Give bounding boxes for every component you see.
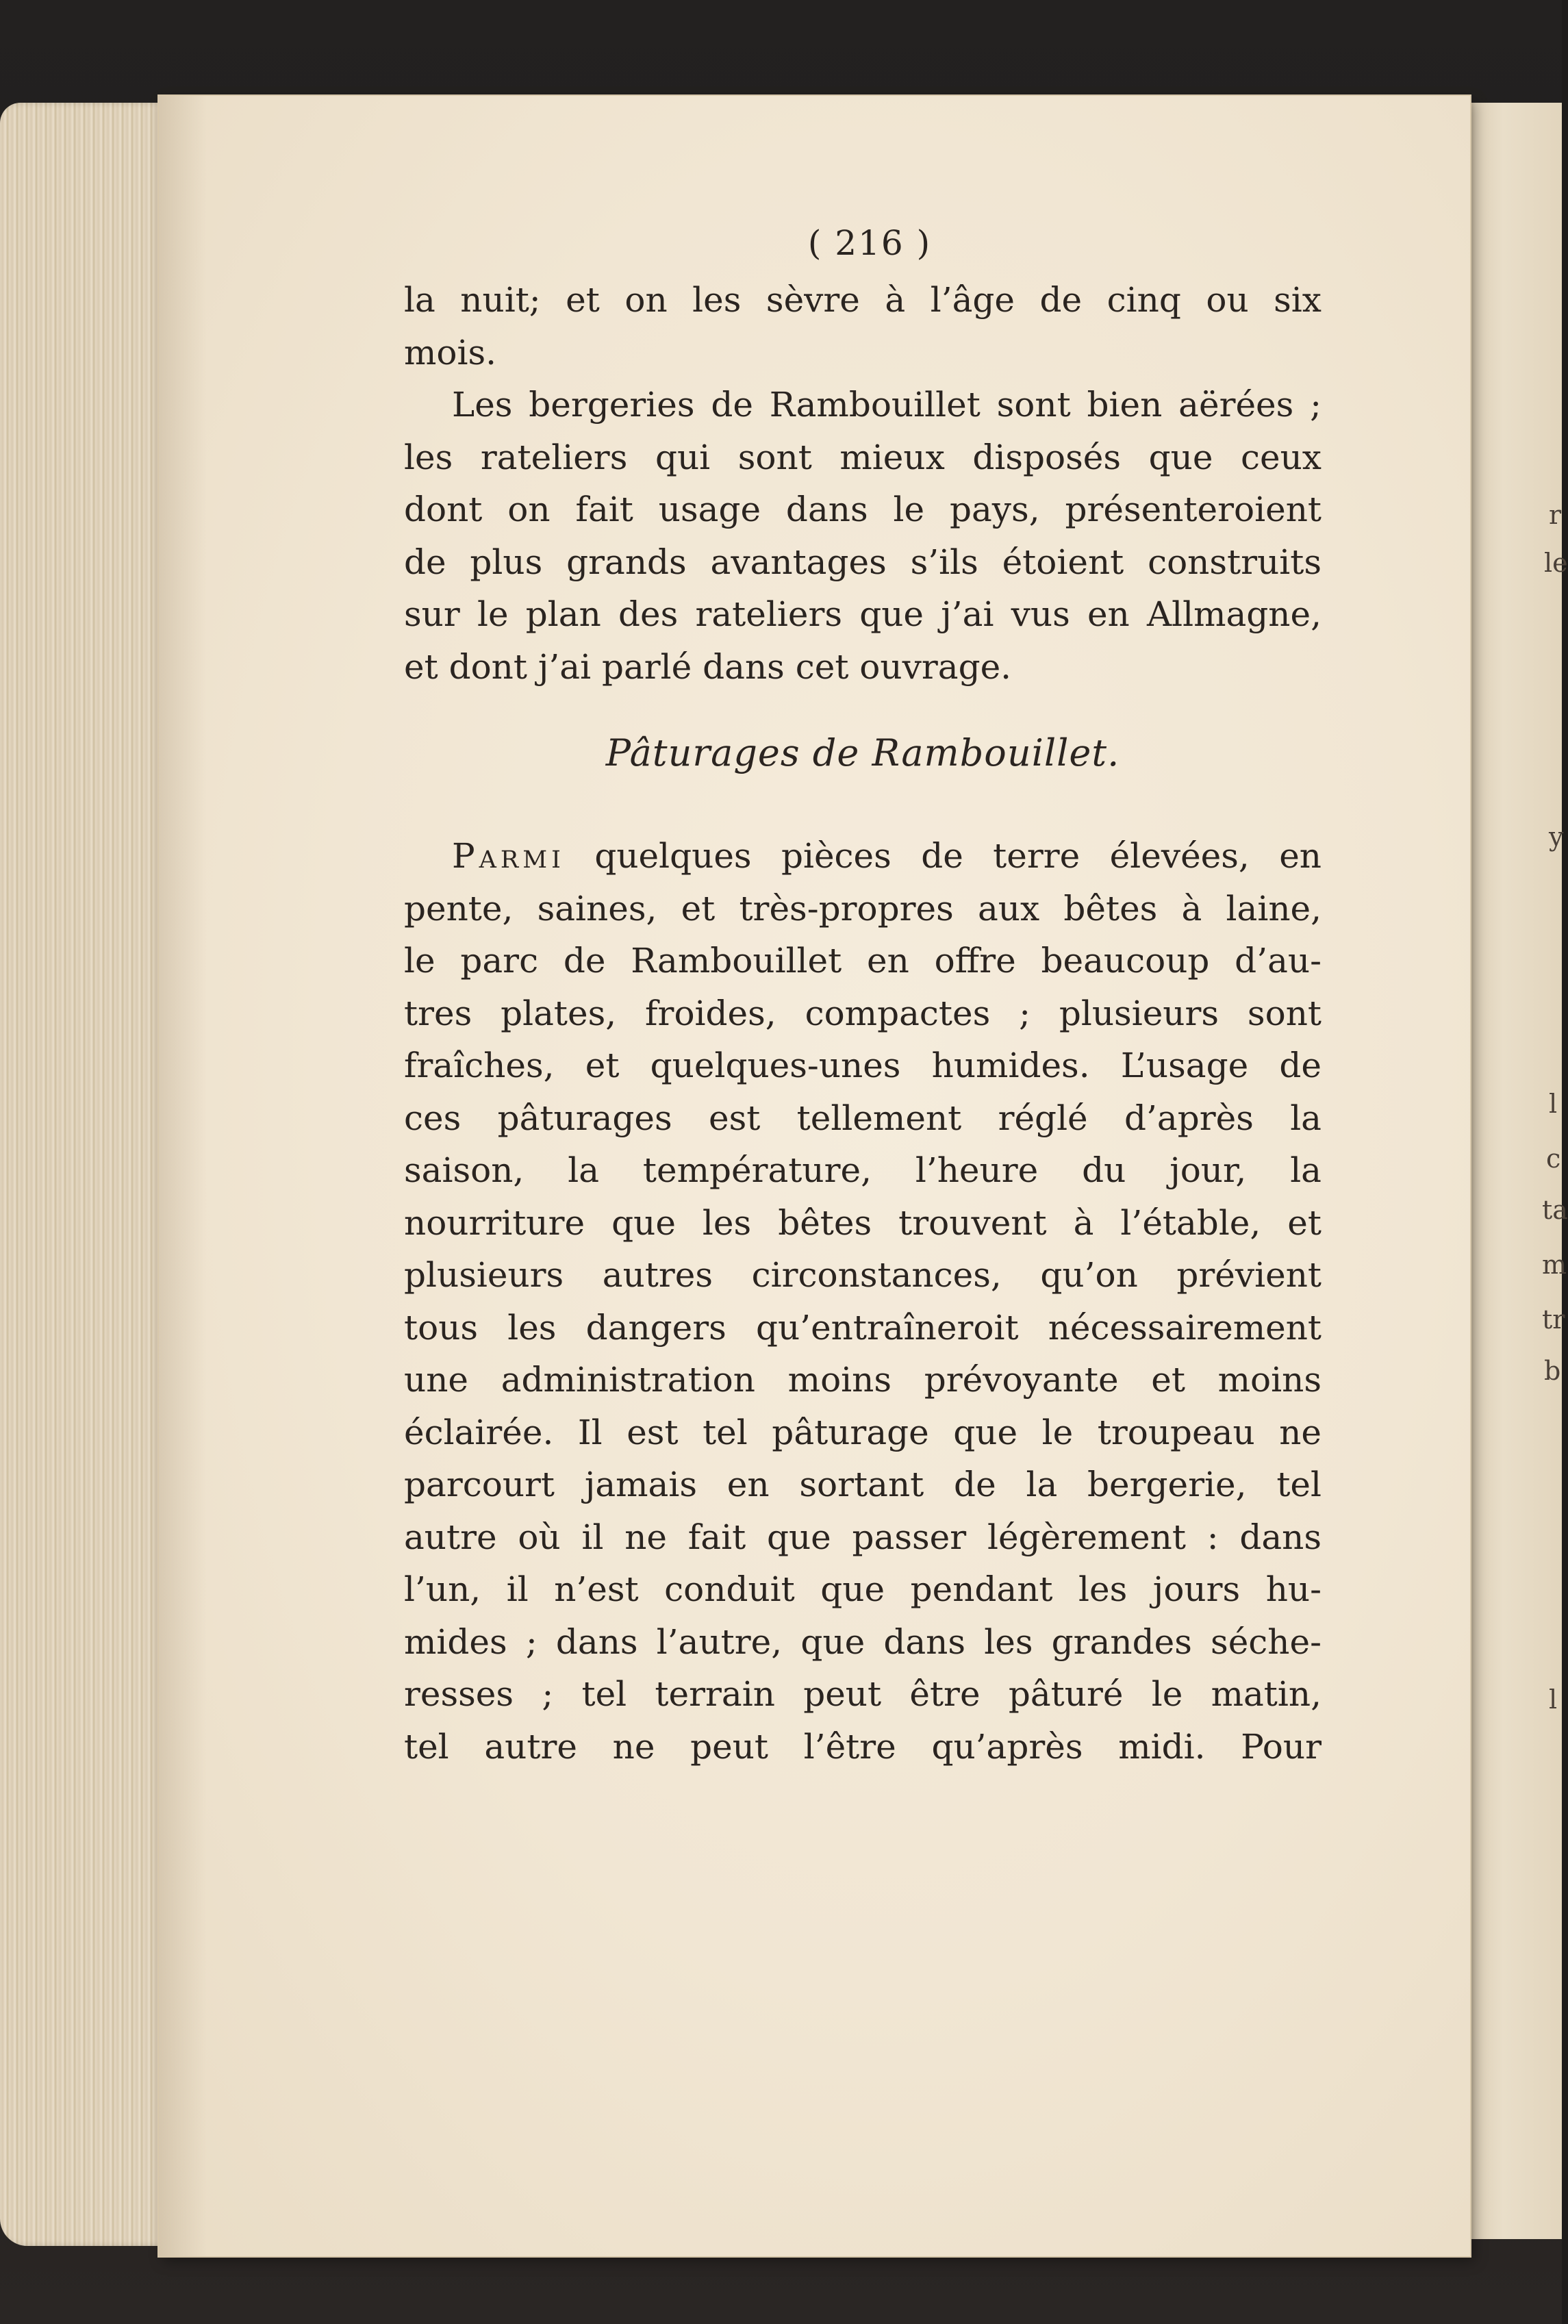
facing-page-fragment: tr — [1542, 1304, 1565, 1335]
text-line: nourriture que les bêtes trouvent à l’étable, et — [404, 1202, 1322, 1243]
text-line: sur le plan des rateliers que j’ai vus en Allmagne, — [404, 594, 1322, 634]
facing-page-fragment: r — [1549, 500, 1562, 530]
text-line: mois. — [404, 332, 497, 372]
text-line: saison, la température, l’heure du jour, la — [404, 1150, 1322, 1190]
text-line: plusieurs autres circonstances, qu’on prévient — [404, 1255, 1322, 1295]
text-line: tous les dangers qu’entraîneroit nécessairement — [404, 1307, 1322, 1348]
text-line: fraîches, et quelques-unes humides. L’usage de — [404, 1046, 1322, 1085]
text-line: resses ; tel terrain peut être pâturé le matin, — [404, 1674, 1322, 1714]
text-line: parcourt jamais en sortant de la bergerie, tel — [404, 1465, 1322, 1504]
text-line: mides ; dans l’autre, que dans les grandes séche- — [404, 1621, 1322, 1662]
text-line-rest: quelques pièces de terre élevées, en — [564, 836, 1322, 876]
text-line: l’un, il n’est conduit que pendant les jours hu- — [404, 1569, 1322, 1609]
paragraph-2 — [404, 379, 1322, 693]
paragraph-1 — [404, 274, 1322, 379]
page-stack-edges — [0, 103, 178, 2246]
facing-page-fragment: b — [1544, 1356, 1561, 1386]
facing-page-fragment: ta — [1542, 1195, 1568, 1225]
lead-word: Parmi — [452, 836, 565, 876]
text-line: les rateliers qui sont mieux disposés que ceux — [404, 437, 1322, 477]
facing-page-fragment: l — [1549, 1684, 1558, 1715]
text-line: la nuit; et on les sèvre à l’âge de cinq ou six — [404, 280, 1322, 320]
facing-page-fragment: l — [1549, 1089, 1558, 1119]
text-line: une administration moins prévoyante et moins — [404, 1360, 1322, 1400]
facing-page-fragment: m — [1542, 1250, 1567, 1280]
facing-page-fragment: le — [1544, 548, 1568, 578]
page-text — [404, 212, 1322, 1773]
text-line: et dont j’ai parlé dans cet ouvrage. — [404, 646, 1012, 687]
text-line: éclairée. Il est tel pâturage que le troupeau ne — [404, 1412, 1322, 1452]
text-line: dont on fait usage dans le pays, présenteroient — [404, 490, 1322, 529]
text-line: de plus grands avantages s’ils étoient construits — [404, 542, 1322, 582]
facing-page-fragment: y — [1549, 822, 1564, 852]
paragraph-3 — [404, 830, 1322, 1773]
section-heading: Pâturages de Rambouillet. — [605, 731, 1120, 774]
page-number: ( 216 ) — [807, 223, 932, 263]
text-line — [404, 830, 1322, 883]
text-line: le parc de Rambouillet en offre beaucoup d’au- — [404, 941, 1322, 981]
text-line: ces pâturages est tellement réglé d’après la — [404, 1098, 1322, 1138]
text-line: tel autre ne peut l’être qu’après midi. Pour — [404, 1726, 1322, 1767]
facing-page-fragment: c — [1546, 1144, 1561, 1174]
text-line: tres plates, froides, compactes ; plusieurs sont — [404, 993, 1322, 1033]
text-line: pente, saines, et très-propres aux bêtes à laine, — [404, 888, 1322, 929]
text-line: Les bergeries de Rambouillet sont bien aërées ; — [452, 385, 1322, 425]
text-line: autre où il ne fait que passer légèrement : dans — [404, 1517, 1322, 1557]
